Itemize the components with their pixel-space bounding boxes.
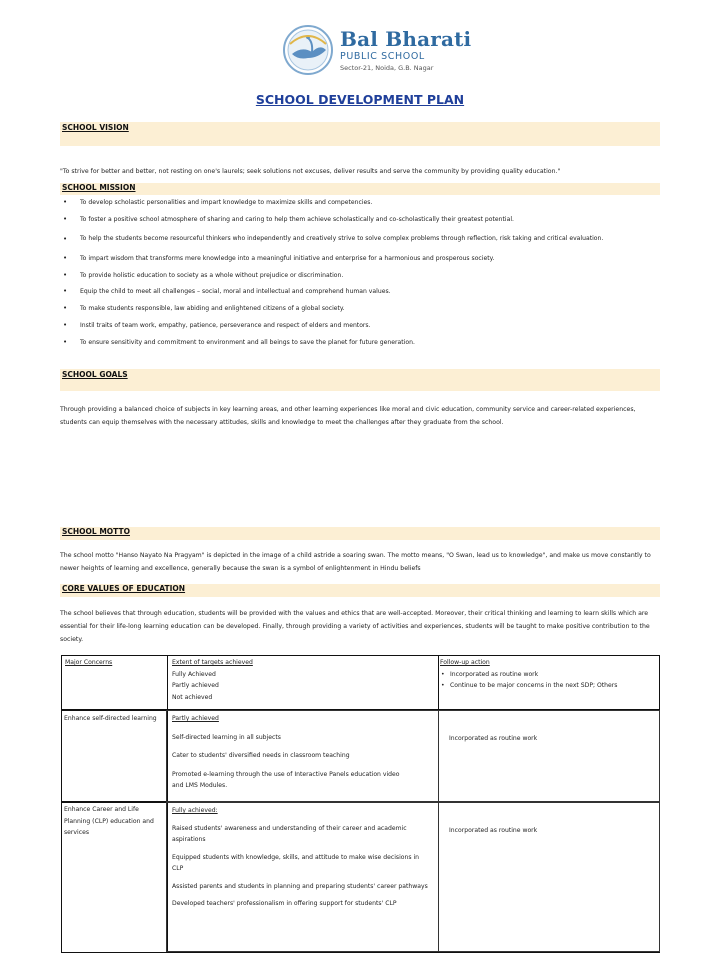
col-header-extent: Extent of targets achieved Fully Achieved Partly achieved Not achieved: [172, 659, 253, 701]
row1-action: Incorporated as routine work: [449, 735, 538, 742]
vision-band: [60, 122, 660, 146]
list-item: • Instil traits of team work, empathy, patience, perseverance and respect of elders and mentors.: [63, 321, 371, 330]
row2-action: Incorporated as routine work: [449, 827, 538, 834]
col-header-followup: Follow-up action • Incorporated as routine work • Continue to be major concerns in the next SDP; Others: [440, 659, 618, 689]
col-header-concerns: Major Concerns: [65, 659, 113, 666]
motto-band: [60, 527, 660, 540]
core-values-text: The school believes that through education, students will be provided with the values and ethics that are well-accepted. Moreover, their critical thinking and learning to learn skills which are essential for their life-long learning education can be developed. Finally, through providing a variety of activities and experiences, students will be taught to make positive contribution to the society.: [60, 610, 650, 643]
core-values-band: [60, 584, 660, 597]
list-item: • To foster a positive school atmosphere of sharing and caring to help them achieve scholastically and co-scholastically their greatest potential.: [63, 214, 514, 223]
goals-heading: SCHOOL GOALS: [62, 370, 128, 379]
row1-action-box: [438, 710, 660, 802]
motto-heading: SCHOOL MOTTO: [62, 527, 130, 536]
mission-heading: SCHOOL MISSION: [62, 183, 136, 192]
core-values-heading: CORE VALUES OF EDUCATION: [62, 584, 186, 593]
motto-text: The school motto "Hanso Nayato Na Pragyam" is depicted in the image of a child astride a soaring swan. The motto means, "O Swan, lead us to knowledge", and make us move constantly to newer heights of learning and excellence, generally because the swan is a symbol of enlightenment in Hindu beliefs: [60, 552, 651, 572]
page-title: SCHOOL DEVELOPMENT PLAN: [255, 92, 465, 107]
row1-concern: Enhance self-directed learning: [64, 715, 157, 722]
vision-heading: SCHOOL VISION: [62, 123, 129, 132]
row2-extent: Fully achieved: Raised students' awareness and understanding of their career and academic aspirations Equipped students with knowledge, skills, and attitude to make wise decisions in CLP Assisted parents and students in planning and preparing students' career pathways Developed teachers' professionalism in offering support for students' CLP: [172, 807, 428, 907]
row1-extent: Partly achieved Self-directed learning in all subjects Cater to students' diversified needs in classroom teaching Promoted e-learning through the use of Interactive Panels education video and LMS Modules.: [172, 715, 400, 789]
list-item: • To make students responsible, law abiding and enlightened citizens of a global society.: [63, 304, 345, 313]
school-name: Bal Bharati: [340, 27, 472, 51]
school-logo: [282, 24, 471, 76]
swan-emblem-icon: [282, 24, 334, 76]
row2-concern: Enhance Career and Life Planning (CLP) education and services: [64, 806, 154, 836]
list-item: • To ensure sensitivity and commitment to environment and all beings to save the planet for future generation.: [63, 337, 415, 346]
vision-text: "To strive for better and better, not resting on one's laurels; seek solutions not excuses, deliver results and serve the community by providing quality education.": [60, 168, 561, 175]
list-item: • To impart wisdom that transforms mere knowledge into a meaningful initiative and enterprise for a harmonious and prosperous society.: [63, 253, 495, 262]
list-item: • To provide holistic education to society as a whole without prejudice or discrimination.: [63, 270, 344, 279]
goals-text: Through providing a balanced choice of subjects in key learning areas, and other learning experiences like moral and civic education, community service and career-related experiences, students can equip themselves with the necessary attitudes, skills and knowledge to meet the challenges after they graduate from the school.: [60, 406, 636, 426]
mission-list: [60, 197, 660, 354]
school-address: Sector-21, Noida, G.B. Nagar: [340, 63, 434, 72]
school-type: PUBLIC SCHOOL: [340, 51, 425, 62]
development-table: [61, 655, 660, 953]
list-item: • Equip the child to meet all challenges – social, moral and intellectual and comprehend human values.: [63, 287, 391, 296]
list-item: • To help the students become resourceful thinkers who independently and creatively strive to solve complex problems through reflection, risk taking and critical evaluation.: [63, 234, 604, 243]
goals-band: [60, 369, 660, 391]
mission-band: [60, 183, 660, 195]
list-item: • To develop scholastic personalities and impart knowledge to maximize skills and competencies.: [63, 198, 373, 206]
